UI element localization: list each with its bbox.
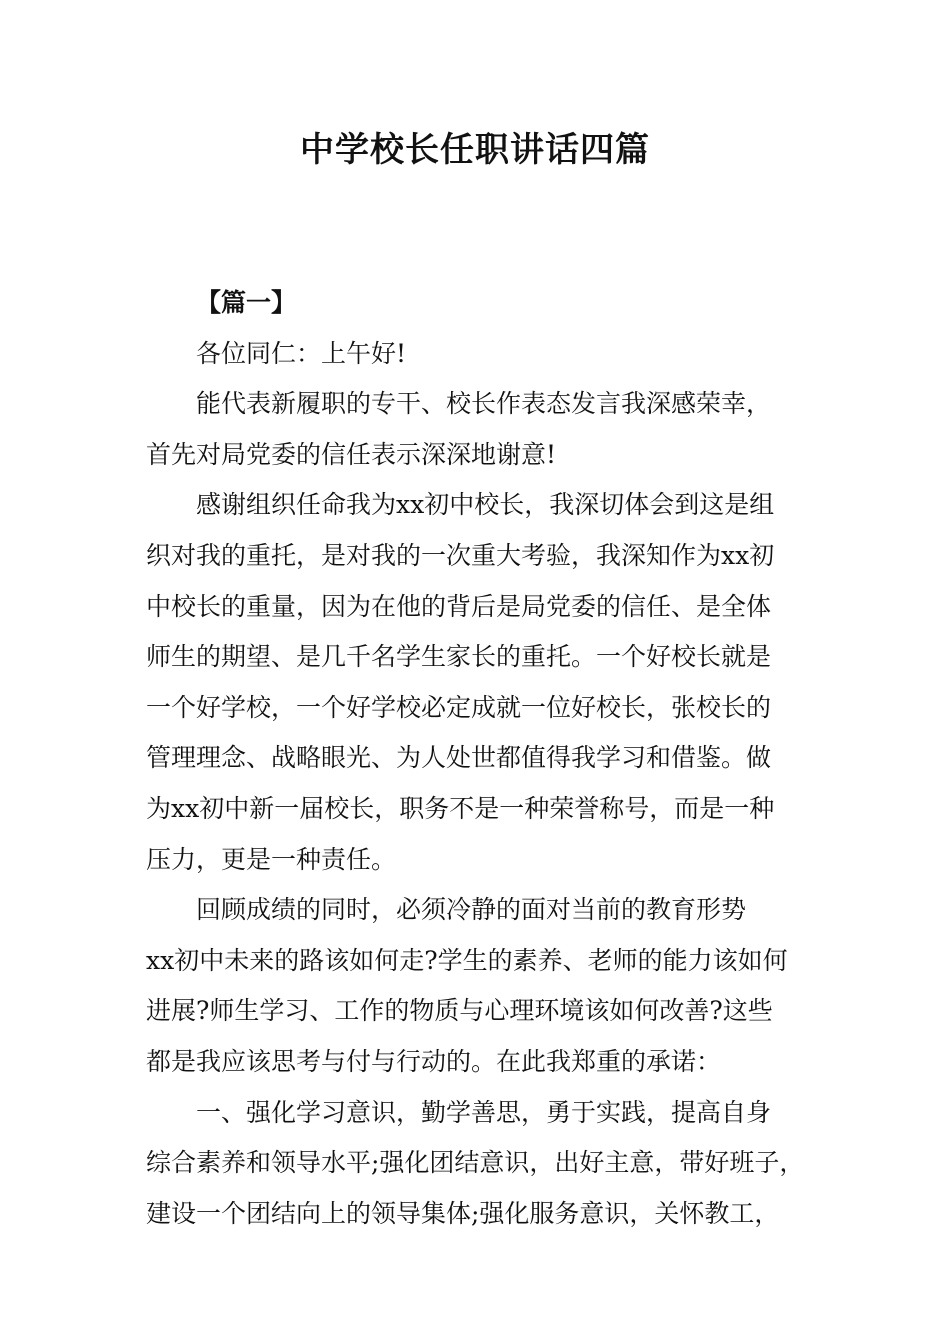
paragraph-line: 中校长的重量，因为在他的背后是局党委的信任、是全体 bbox=[146, 591, 772, 621]
greeting-line: 各位同仁：上午好! bbox=[196, 338, 407, 368]
paragraph-line: 一个好学校，一个好学校必定成就一位好校长，张校长的 bbox=[146, 692, 772, 722]
paragraph-line: 都是我应该思考与付与行动的。在此我郑重的承诺： bbox=[146, 1046, 722, 1076]
paragraph-line: 建设一个团结向上的领导集体;强化服务意识，关怀教工， bbox=[146, 1198, 780, 1228]
paragraph-line: 师生的期望、是几千名学生家长的重托。一个好校长就是 bbox=[146, 642, 772, 672]
document-title: 中学校长任职讲话四篇 bbox=[300, 130, 650, 170]
paragraph-line: 首先对局党委的信任表示深深地谢意! bbox=[146, 439, 557, 469]
paragraph-line: 回顾成绩的同时，必须冷静的面对当前的教育形势 bbox=[196, 895, 747, 925]
paragraph-line: 一、强化学习意识，勤学善思，勇于实践，提高自身 bbox=[196, 1097, 772, 1127]
paragraph-line: 能代表新履职的专干、校长作表态发言我深感荣幸， bbox=[196, 389, 772, 419]
section-heading: 【篇一】 bbox=[196, 288, 297, 317]
paragraph-line: 压力，更是一种责任。 bbox=[146, 844, 397, 874]
paragraph-line: 织对我的重托，是对我的一次重大考验，我深知作为xx初 bbox=[146, 540, 775, 570]
paragraph-line: 为xx初中新一届校长，职务不是一种荣誉称号，而是一种 bbox=[146, 793, 775, 823]
paragraph-line: 综合素养和领导水平;强化团结意识，出好主意，带好班子， bbox=[146, 1148, 805, 1178]
document-body bbox=[146, 278, 826, 1239]
paragraph-line: 管理理念、战略眼光、为人处世都值得我学习和借鉴。做 bbox=[146, 743, 772, 773]
paragraph-line: xx初中未来的路该如何走?学生的素养、老师的能力该如何 bbox=[146, 945, 788, 975]
paragraph-line: 进展?师生学习、工作的物质与心理环境该如何改善?这些 bbox=[146, 996, 773, 1026]
paragraph-line: 感谢组织任命我为xx初中校长，我深切体会到这是组 bbox=[196, 490, 775, 520]
